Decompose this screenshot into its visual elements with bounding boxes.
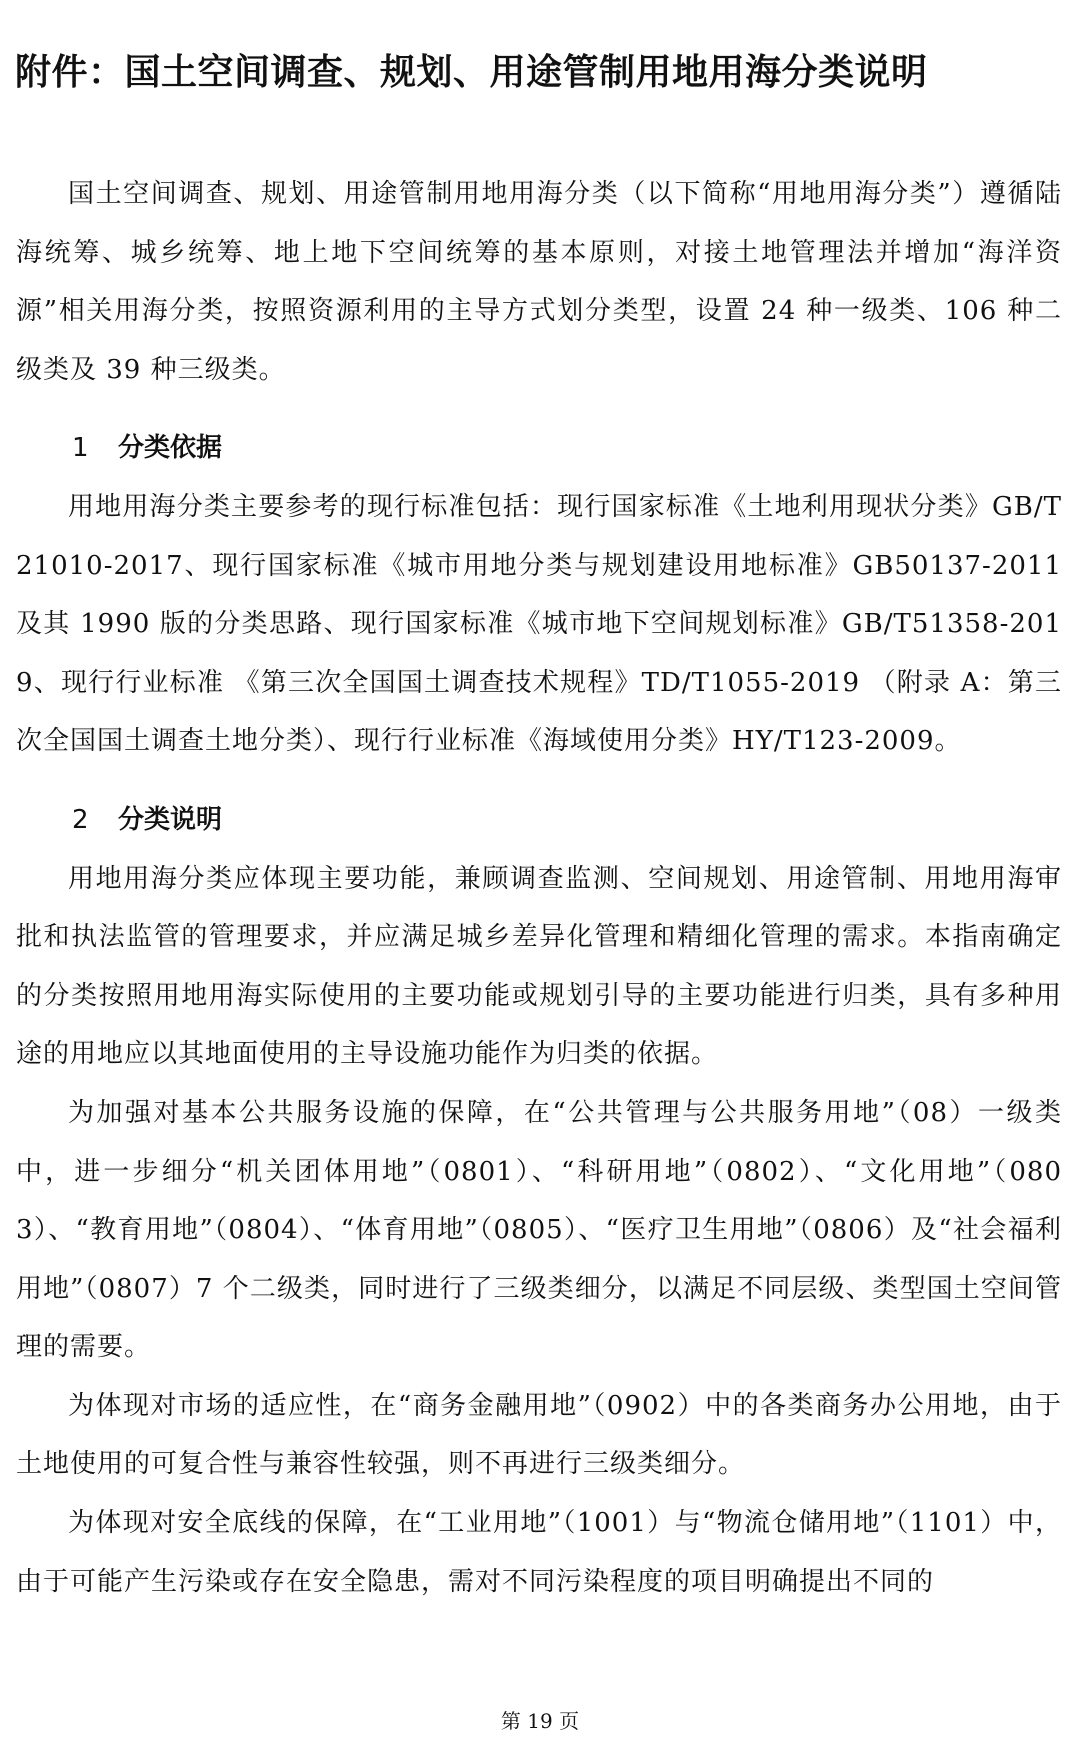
explain-paragraph-1: 用地用海分类应体现主要功能，兼顾调查监测、空间规划、用途管制、用地用海审批和执法监管的管理要求，并应满足城乡差异化管理和精细化管理的需求。本指南确定的分类按照用地用海实际使用的主要功能或规划引导的主要功能进行归类，具有多种用途的用地应以其地面使用的主导设施功能作为归类的依据。 <box>16 863 1062 1070</box>
section-heading-1 <box>16 419 1062 478</box>
explain-paragraph-2: 为加强对基本公共服务设施的保障，在“公共管理与公共服务用地”（08）一级类中，进一步细分“机关团体用地”（0801）、“科研用地”（0802）、“文化用地”（0803）、“教育用地”（0804）、“体育用地”（0805）、“医疗卫生用地”（0806）及“社会福利用地”（0807）7 个二级类，同时进行了三级类细分，以满足不同层级、类型国土空间管理的需要。 <box>16 1097 1062 1363</box>
section-number: 1 <box>72 433 89 464</box>
intro-paragraph: 国土空间调查、规划、用途管制用地用海分类（以下简称“用地用海分类”）遵循陆海统筹、城乡统筹、地上地下空间统筹的基本原则，对接土地管理法并增加“海洋资源”相关用海分类，按照资源利用的主导方式划分类型，设置 24 种一级类、106 种二级类及 39 种三级类。 <box>16 179 1062 385</box>
explain-paragraph-4: 为体现对安全底线的保障，在“工业用地”（1001）与“物流仓储用地”（1101）中，由于可能产生污染或存在安全隐患，需对不同污染程度的项目明确提出不同的 <box>16 1508 1062 1597</box>
section-heading-2 <box>16 791 1062 850</box>
page-title: 附件：国土空间调查、规划、用途管制用地用海分类说明 <box>15 52 928 93</box>
page-number: 第 19 页 <box>500 1709 580 1733</box>
section-number: 2 <box>72 804 89 835</box>
document-body <box>16 165 1062 1611</box>
section-title: 分类说明 <box>118 804 223 835</box>
basis-paragraph: 用地用海分类主要参考的现行标准包括：现行国家标准《土地利用现状分类》GB/T21010-2017、现行国家标准《城市用地分类与规划建设用地标准》GB50137-2011 及其 1990 版的分类思路、现行国家标准《城市地下空间规划标准》GB/T51358-2019、现行行业标准 《第三次全国国土调查技术规程》TD/T1055-2019 （附录 A：第三次全国国土调查土地分类）、现行行业标准《海域使用分类》HY/T123-2009。 <box>16 491 1062 757</box>
section-title: 分类依据 <box>118 433 223 464</box>
explain-paragraph-3: 为体现对市场的适应性，在“商务金融用地”（0902）中的各类商务办公用地，由于土地使用的可复合性与兼容性较强，则不再进行三级类细分。 <box>16 1390 1062 1480</box>
